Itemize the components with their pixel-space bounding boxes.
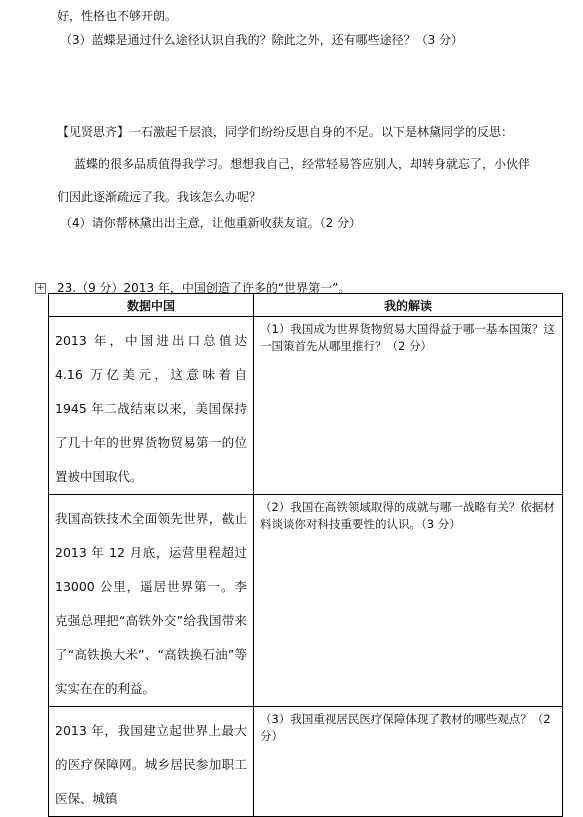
reflection-paragraph-2: 们因此逐渐疏远了我。我该怎么办呢？ xyxy=(57,190,262,204)
table-move-anchor-icon[interactable]: + xyxy=(36,283,45,293)
data-china-table xyxy=(48,293,563,817)
reflection-paragraph-1: 蓝蝶的很多品质值得我学习。想想我自己，经常轻易答应别人，却转身就忘了，小伙伴 xyxy=(74,157,531,171)
text-line-1: 好，性格也不够开朗。 xyxy=(57,9,178,23)
data-cell-trade: 2013 年，中国进出口总值达 4.16 万亿美元，这意味着自 1945 年二战结束以来，美国保持了几十年的世界货物贸易第一的位置被中国取代。 xyxy=(49,317,254,495)
table-header-row xyxy=(49,294,563,317)
header-my-interpretation: 我的解读 xyxy=(254,294,563,317)
answer-cell-2[interactable]: （2）我国在高铁领域取得的成就与哪一战略有关？依据材料谈谈你对科技重要性的认识。（3 分） xyxy=(254,495,563,707)
header-data-china: 数据中国 xyxy=(49,294,254,317)
data-cell-high-speed-rail: 我国高铁技术全面领先世界，截止 2013 年 12 月底，运营里程超过 13000 公里，遥居世界第一。李克强总理把“高铁外交”给我国带来了“高铁换大米”、“高铁换石油”等实实在在的利益。 xyxy=(49,495,254,707)
reflection-intro: 【见贤思齐】一石激起千层浪，同学们纷纷反思自身的不足。以下是林黛同学的反思： xyxy=(57,125,514,139)
table-row xyxy=(49,707,563,817)
table-row xyxy=(49,317,563,495)
table-row xyxy=(49,495,563,707)
answer-cell-1[interactable]: （1）我国成为世界货物贸易大国得益于哪一基本国策？这一国策首先从哪里推行？（2 分） xyxy=(254,317,563,495)
question-4: （4）请你帮林黛出出主意，让他重新收获友谊。（2 分） xyxy=(60,216,362,230)
question-23-title: 23.（9 分）2013 年，中国创造了许多的“世界第一”。 xyxy=(57,281,351,295)
data-cell-medical: 2013 年，我国建立起世界上最大的医疗保障网。城乡居民参加职工医保、城镇 xyxy=(49,707,254,817)
question-3: （3）蓝蝶是通过什么途径认识自我的？除此之外，还有哪些途径？（3 分） xyxy=(60,33,464,47)
answer-cell-3[interactable]: （3）我国重视居民医疗保障体现了教材的哪些观点？（2 分） xyxy=(254,707,563,817)
